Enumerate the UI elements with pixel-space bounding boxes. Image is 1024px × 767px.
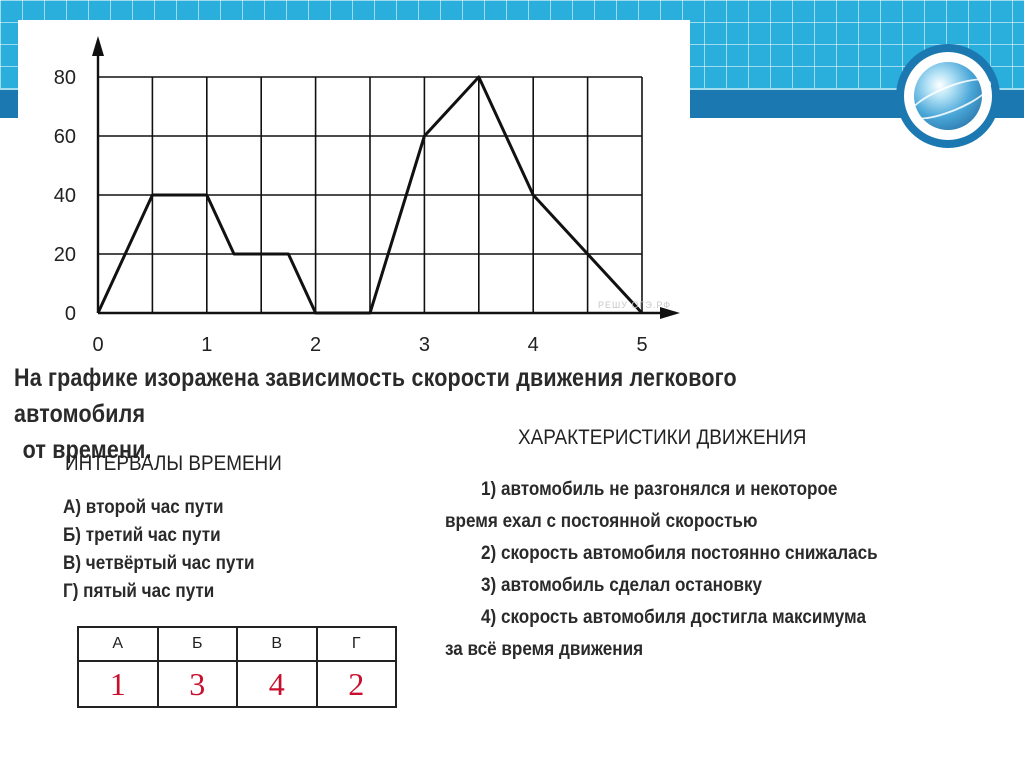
answer-table-header-row xyxy=(78,627,396,661)
x-tick-label: 1 xyxy=(201,334,213,356)
interval-item: А) второй час пути xyxy=(63,497,224,518)
answer-value-cell[interactable]: 3 xyxy=(158,661,238,707)
x-tick-labels xyxy=(92,334,647,356)
y-axis-arrow xyxy=(92,36,104,56)
x-tick-label: 2 xyxy=(310,334,322,356)
answer-header-cell: А xyxy=(78,627,158,661)
characteristic-item-1-cont: время ехал с постоянной скоростью xyxy=(445,511,758,532)
intervals-list xyxy=(63,494,255,606)
x-tick-label: 5 xyxy=(636,334,648,356)
answer-value-cell[interactable]: 4 xyxy=(237,661,317,707)
answer-header-cell: В xyxy=(237,627,317,661)
answer-header-cell: Г xyxy=(317,627,397,661)
interval-item: Г) пятый час пути xyxy=(63,581,215,602)
interval-item: Б) третий час пути xyxy=(63,525,221,546)
watermark: РЕШУ ОГЭ.РФ xyxy=(598,300,672,310)
characteristic-item-3: 3) автомобиль сделал остановку xyxy=(481,575,763,596)
y-tick-label: 0 xyxy=(64,303,76,325)
characteristic-item-4-cont: за всё время движения xyxy=(445,639,644,660)
characteristic-item-2: 2) скорость автомобиля постоянно снижалась xyxy=(481,543,878,564)
characteristic-item-1: 1) автомобиль не разгонялся и некоторое xyxy=(481,479,838,500)
intervals-heading: ИНТЕРВАЛЫ ВРЕМЕНИ xyxy=(65,452,282,475)
characteristics-list xyxy=(445,474,967,666)
y-tick-labels xyxy=(54,67,76,325)
answer-value-cell[interactable]: 1 xyxy=(78,661,158,707)
x-tick-label: 0 xyxy=(92,334,104,356)
answer-table xyxy=(77,626,397,708)
characteristics-heading: ХАРАКТЕРИСТИКИ ДВИЖЕНИЯ xyxy=(518,426,807,449)
interval-item: В) четвёртый час пути xyxy=(63,553,255,574)
y-tick-label: 80 xyxy=(53,67,76,89)
y-tick-label: 60 xyxy=(53,126,76,148)
y-tick-label: 20 xyxy=(53,244,76,266)
x-tick-label: 4 xyxy=(527,334,539,356)
caption-line-1: На графике изоражена зависимость скорости движения легкового автомобиля xyxy=(14,364,737,428)
characteristic-item-4: 4) скорость автомобиля достигла максимума xyxy=(481,607,866,628)
answer-table-values-row xyxy=(78,661,396,707)
answer-value-cell[interactable]: 2 xyxy=(317,661,397,707)
answer-header-cell: Б xyxy=(158,627,238,661)
x-tick-label: 3 xyxy=(418,334,430,356)
chart-axes xyxy=(92,36,680,319)
y-tick-label: 40 xyxy=(53,185,76,207)
caption-line-2: от времени. xyxy=(22,436,152,464)
